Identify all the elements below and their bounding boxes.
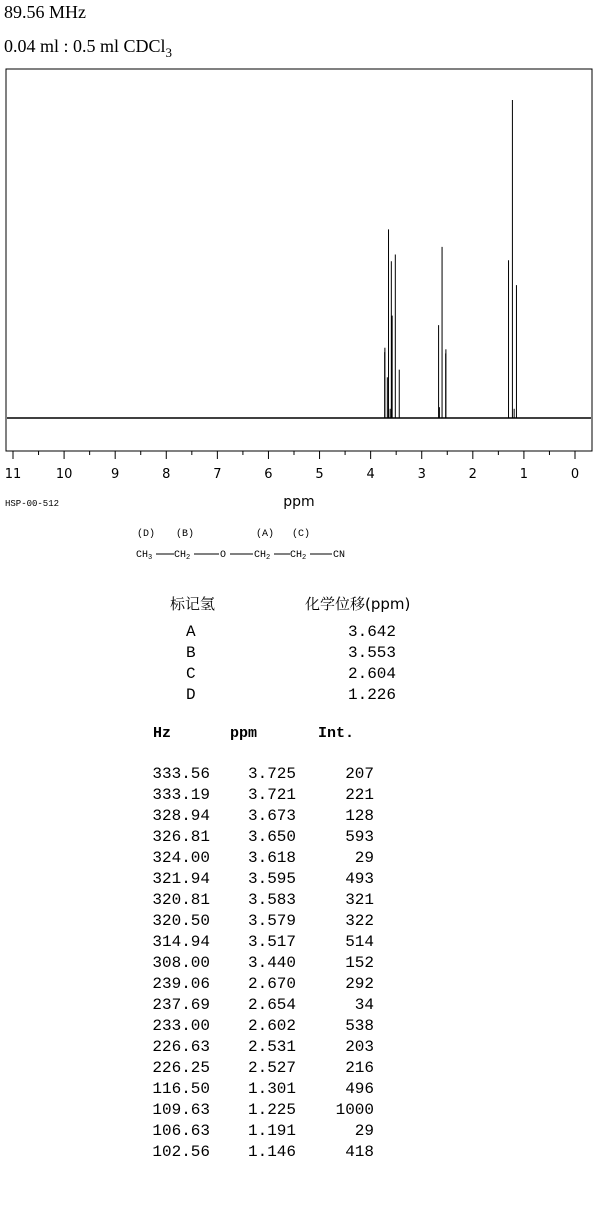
assignment-shift: 2.604: [347, 665, 396, 683]
peak-hz: 328.94: [152, 807, 210, 825]
peak-int: 29: [354, 1122, 374, 1140]
peak-int: 418: [345, 1143, 374, 1161]
x-tick-label: 3: [417, 467, 426, 482]
peak-int: 593: [345, 828, 374, 846]
peak-int: 152: [345, 954, 374, 972]
peak-hz: 321.94: [152, 870, 210, 888]
assignment-label: A: [186, 623, 196, 641]
assignment-label: B: [186, 644, 196, 662]
peak-hz: 237.69: [152, 996, 210, 1014]
peak-hz: 308.00: [152, 954, 210, 972]
peak-hz: 233.00: [152, 1017, 210, 1035]
peak-int: 207: [345, 765, 374, 783]
sample-text: 0.04 ml : 0.5 ml CDCl: [4, 36, 166, 56]
peak-int: 321: [345, 891, 374, 909]
label-a: (A): [256, 529, 275, 540]
peak-hz: 333.19: [152, 786, 210, 804]
peak-int: 292: [345, 975, 374, 993]
group-ch3: $CH_3$: [136, 550, 153, 562]
peak-int: 203: [345, 1038, 374, 1056]
peak-ppm: 2.670: [247, 975, 296, 993]
peak-hz: 116.50: [152, 1080, 210, 1098]
peak-int: 538: [345, 1017, 374, 1035]
peak-ppm: 3.618: [247, 849, 296, 867]
peak-int: 322: [345, 912, 374, 930]
peak-ppm: 3.583: [247, 891, 296, 909]
peak-hz: 226.25: [152, 1059, 210, 1077]
peak-hz: 106.63: [152, 1122, 210, 1140]
peak-hz: 333.56: [152, 765, 210, 783]
peak-ppm: 1.301: [247, 1080, 296, 1098]
peak-int: 1000: [335, 1101, 374, 1119]
peak-int: 216: [345, 1059, 374, 1077]
group-ch2-a: $CH_2$: [254, 550, 271, 562]
peak-int: 29: [354, 849, 374, 867]
x-tick-label: 4: [366, 467, 375, 482]
peak-hz: 324.00: [152, 849, 210, 867]
peak-hz: 320.81: [152, 891, 210, 909]
peak-int: 493: [345, 870, 374, 888]
x-tick-label: 7: [213, 467, 222, 482]
plot-frame: [6, 69, 592, 451]
group-ch2-b: $CH_2$: [174, 550, 191, 562]
assignment-label: C: [186, 665, 196, 683]
spectrometer-frequency: 89.56 MHz: [4, 2, 86, 22]
x-tick-label: 5: [315, 467, 324, 482]
peak-int: 34: [354, 996, 374, 1014]
x-axis-label: ppm: [283, 494, 315, 510]
peak-ppm: 3.517: [247, 933, 296, 951]
peak-int: 128: [345, 807, 374, 825]
x-tick-label: 8: [162, 467, 171, 482]
peak-int: 514: [345, 933, 374, 951]
x-tick-label: 1: [519, 467, 529, 482]
peak-ppm: 2.531: [247, 1038, 296, 1056]
x-tick-label: 11: [4, 467, 22, 482]
peak-ppm: 2.527: [247, 1059, 296, 1077]
x-tick-label: 6: [264, 467, 273, 482]
peak-ppm: 2.602: [247, 1017, 296, 1035]
peak-table-header-ppm: ppm: [230, 725, 258, 742]
label-c: (C): [292, 529, 311, 540]
peak-table-header-int: Int.: [318, 725, 355, 742]
assignment-header-shift: 化学位移(ppm): [305, 595, 411, 613]
peak-ppm: 3.595: [247, 870, 296, 888]
peak-ppm: 1.191: [247, 1122, 296, 1140]
peak-hz: 239.06: [152, 975, 210, 993]
peak-hz: 102.56: [152, 1143, 210, 1161]
peak-ppm: 3.440: [247, 954, 296, 972]
x-tick-label: 2: [468, 467, 477, 482]
group-oxygen: O: [220, 550, 227, 561]
peak-ppm: 2.654: [247, 996, 296, 1014]
group-ch2-c: $CH_2$: [290, 550, 307, 562]
label-b: (B): [176, 529, 195, 540]
peak-hz: 320.50: [152, 912, 210, 930]
assignment-label: D: [186, 686, 196, 704]
peak-ppm: 3.725: [247, 765, 296, 783]
x-tick-label: 0: [570, 467, 580, 482]
peak-hz: 109.63: [152, 1101, 210, 1119]
group-nitrile: CN: [333, 550, 346, 561]
x-tick-label: 10: [55, 467, 73, 482]
assignment-header-label: 标记氢: [170, 595, 216, 613]
peak-table-header-hz: Hz: [153, 725, 172, 742]
assignment-shift: 1.226: [347, 686, 396, 704]
peak-ppm: 3.721: [247, 786, 296, 804]
peak-int: 221: [345, 786, 374, 804]
peak-hz: 226.63: [152, 1038, 210, 1056]
peak-ppm: 1.146: [247, 1143, 296, 1161]
peak-hz: 326.81: [152, 828, 210, 846]
nmr-spectrum-chart: [0, 0, 595, 520]
peak-ppm: 3.579: [247, 912, 296, 930]
peak-ppm: 3.673: [247, 807, 296, 825]
peak-ppm: 3.650: [247, 828, 296, 846]
peak-hz: 314.94: [152, 933, 210, 951]
assignment-shift: 3.642: [347, 623, 396, 641]
peak-ppm: 1.225: [247, 1101, 296, 1119]
x-tick-label: 9: [111, 467, 120, 482]
sample-subscript: 3: [165, 45, 173, 60]
spectrum-code: HSP-00-512: [5, 499, 60, 509]
assignment-shift: 3.553: [347, 644, 396, 662]
label-d: (D): [137, 529, 156, 540]
peak-int: 496: [345, 1080, 374, 1098]
